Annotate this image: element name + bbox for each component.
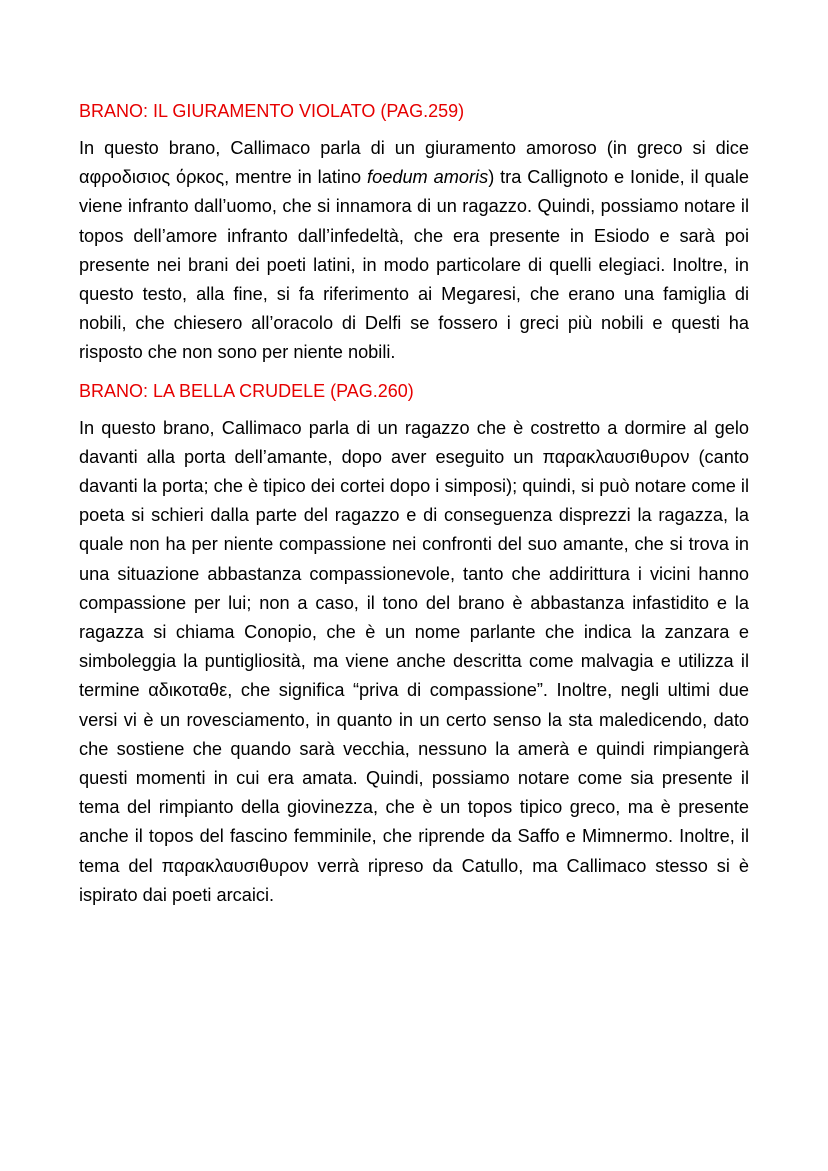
document-page xyxy=(79,97,749,919)
latin-term: foedum amoris xyxy=(367,167,489,188)
paragraph-text-part: In questo brano, Callimaco parla di un giuramento amoroso (in greco si dice αφροδισιος όρκος, mentre in latino xyxy=(79,138,749,188)
section-heading-giuramento-violato: BRANO: IL GIURAMENTO VIOLATO (PAG.259) xyxy=(79,101,465,121)
paragraph-text-part: ) tra Callignoto e Ionide, il quale viene infranto dall’uomo, che si innamora di un ragazzo. Quindi, possiamo notare il topos dell’amore infranto dall’infedeltà, che era presente in Esiodo e sarà poi presente nei brani dei poeti latini, in modo particolare di quelli elegiaci. Inoltre, in questo testo, alla fine, si fa riferimento ai Megaresi, che erano una famiglia di nobili, che chiesero all’oracolo di Delfi se fossero i greci più nobili e questi ha risposto che non sono per niente nobili. xyxy=(79,167,749,363)
section-paragraph-giuramento-violato xyxy=(79,134,749,368)
section-heading-bella-crudele: BRANO: LA BELLA CRUDELE (PAG.260) xyxy=(79,380,414,401)
section-paragraph-bella-crudele: In questo brano, Callimaco parla di un ragazzo che è costretto a dormire al gelo davanti alla porta dell’amante, dopo aver eseguito un παρακλαυσιθυρον (canto davanti la porta; che è tipico dei cortei dopo i simposi); quindi, si può notare come il poeta si schieri dalla parte del ragazzo e di conseguenza disprezzi la ragazza, la quale non ha per niente compassione nei confronti del suo amante, che si trova in una situazione abbastanza compassionevole, tanto che addirittura i vicini hanno compassione per lui; non a caso, il tono del brano è abbastanza infastidito e la ragazza si chiama Conopio, che è un nome parlante che indica la zanzara e simboleggia la puntigliosità, ma viene anche descritta come malvagia e utilizza il termine αδικοταθε, che significa “priva di compassione”. Inoltre, negli ultimi due versi vi è un rovesciamento, in quanto in un certo senso la sta maledicendo, dato che sostiene che quando sarà vecchia, nessuno la amerà e quindi rimpiangerà questi momenti in cui era amata. Quindi, possiamo notare come sia presente il tema del rimpianto della giovinezza, che è un topos tipico greco, ma è presente anche il topos del fascino femminile, che riprende da Saffo e Mimnermo. Inoltre, il tema del παρακλαυσιθυρον verrà ripreso da Catullo, ma Callimaco stesso si è ispirato dai poeti arcaici. xyxy=(79,417,749,905)
